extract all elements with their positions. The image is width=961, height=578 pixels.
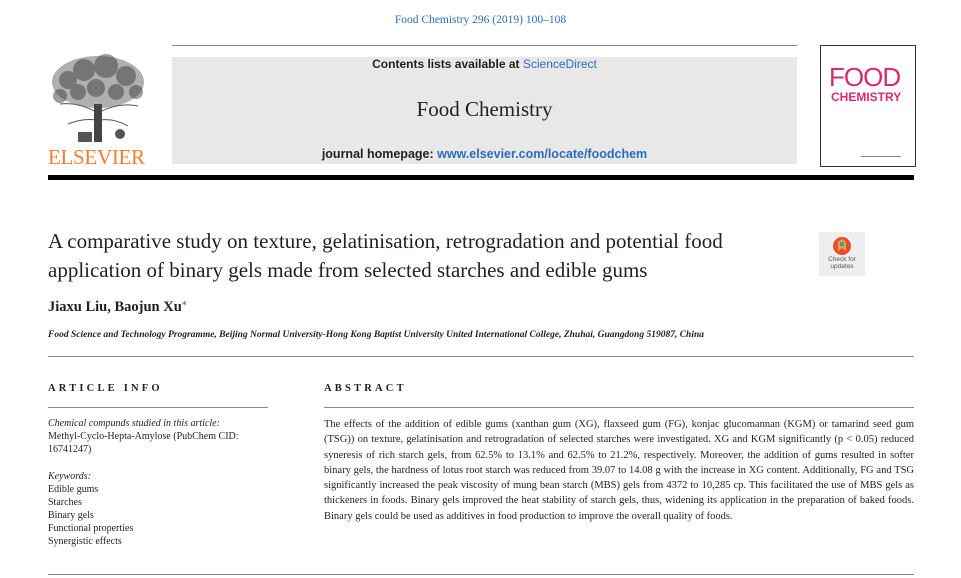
- journal-citation[interactable]: Food Chemistry 296 (2019) 100–108: [394, 14, 567, 26]
- check-updates-label-2: updates: [830, 263, 854, 270]
- affiliation: Food Science and Technology Programme, Beijing Normal University-Hong Kong Baptist University United International College, Zhuhai, Guangdong 519087, China: [48, 330, 705, 340]
- sciencedirect-link[interactable]: ScienceDirect: [522, 57, 597, 71]
- affiliation-rule: [48, 356, 914, 357]
- author-list: [48, 297, 187, 316]
- keyword-item: Functional properties: [48, 523, 134, 534]
- keyword-item: Synergistic effects: [48, 536, 122, 547]
- bottom-rule: [48, 574, 914, 575]
- authors-text: Jiaxu Liu, Baojun Xu: [48, 298, 182, 315]
- chemical-label: Chemical compunds studied in this article:: [48, 418, 220, 429]
- cover-divider: [861, 156, 901, 157]
- journal-title: Food Chemistry: [416, 97, 553, 121]
- article-info-panel: [48, 417, 278, 548]
- chemical-value: Methyl-Cyclo-Hepta-Amylose (PubChem CID: 16741247): [48, 431, 239, 455]
- corresponding-author-mark[interactable]: ⁎: [181, 297, 187, 308]
- contents-line: [172, 57, 797, 71]
- top-divider: [172, 45, 797, 46]
- keyword-item: Edible gums: [48, 484, 99, 495]
- homepage-prefix: journal homepage:: [321, 147, 438, 161]
- abstract-heading: ABSTRACT: [324, 383, 407, 394]
- article-info-heading: ARTICLE INFO: [48, 383, 163, 394]
- abstract-rule: [324, 407, 914, 408]
- article-info-rule: [48, 407, 268, 408]
- homepage-line: [172, 147, 797, 161]
- abstract-text: The effects of the addition of edible gums (xanthan gum (XG), flaxseed gum (FG), konjac glucomannan (KGM) or tamarind seed gum (TSG)) on texture, gelatinisation and retrogradation of selected starches were investigated. XG and KGM significantly (p < 0.05) reduced syneresis of rich starch gels, from 62.5% to 13.1% and 62.5% to 21.2%, respectively. Moreover, the addition of gums resulted in softer binary gels, the hardness of lotus root starch was reduced from 39.07 to 14.08 g with the increase in XG content. Additionally, FG and TSG significantly increased the peak viscosity of mung bean starch (MBS) gels from 4372 to 10,285 cp. This facilitated the use of MBS gels as thickeners in foods. Binary gels improved the heat stability of starch gels, thus, widening its application in the preparation of baked foods. Binary gels could be used as additives in food production to improve the overall quality of foods.: [324, 419, 914, 522]
- journal-cover[interactable]: [820, 45, 916, 167]
- crossmark-icon: [832, 236, 852, 256]
- journal-header: [172, 57, 797, 164]
- article-title: A comparative study on texture, gelatinisation, retrogradation and potential food application of binary gels made from selected starches and edible gums: [48, 229, 723, 282]
- cover-title-food: FOOD: [829, 62, 901, 92]
- homepage-link[interactable]: www.elsevier.com/locate/foodchem: [437, 147, 648, 161]
- keyword-item: Starches: [48, 497, 82, 508]
- publisher-name[interactable]: ELSEVIER: [48, 145, 145, 169]
- check-for-updates-button[interactable]: [819, 232, 865, 276]
- cover-title-chemistry: CHEMISTRY: [831, 90, 902, 104]
- check-updates-label-1: Check for: [828, 256, 856, 263]
- keywords-label: Keywords:: [48, 471, 91, 482]
- contents-prefix: Contents lists available at: [372, 57, 523, 71]
- header-rule: [48, 175, 914, 180]
- keyword-item: Binary gels: [48, 510, 94, 521]
